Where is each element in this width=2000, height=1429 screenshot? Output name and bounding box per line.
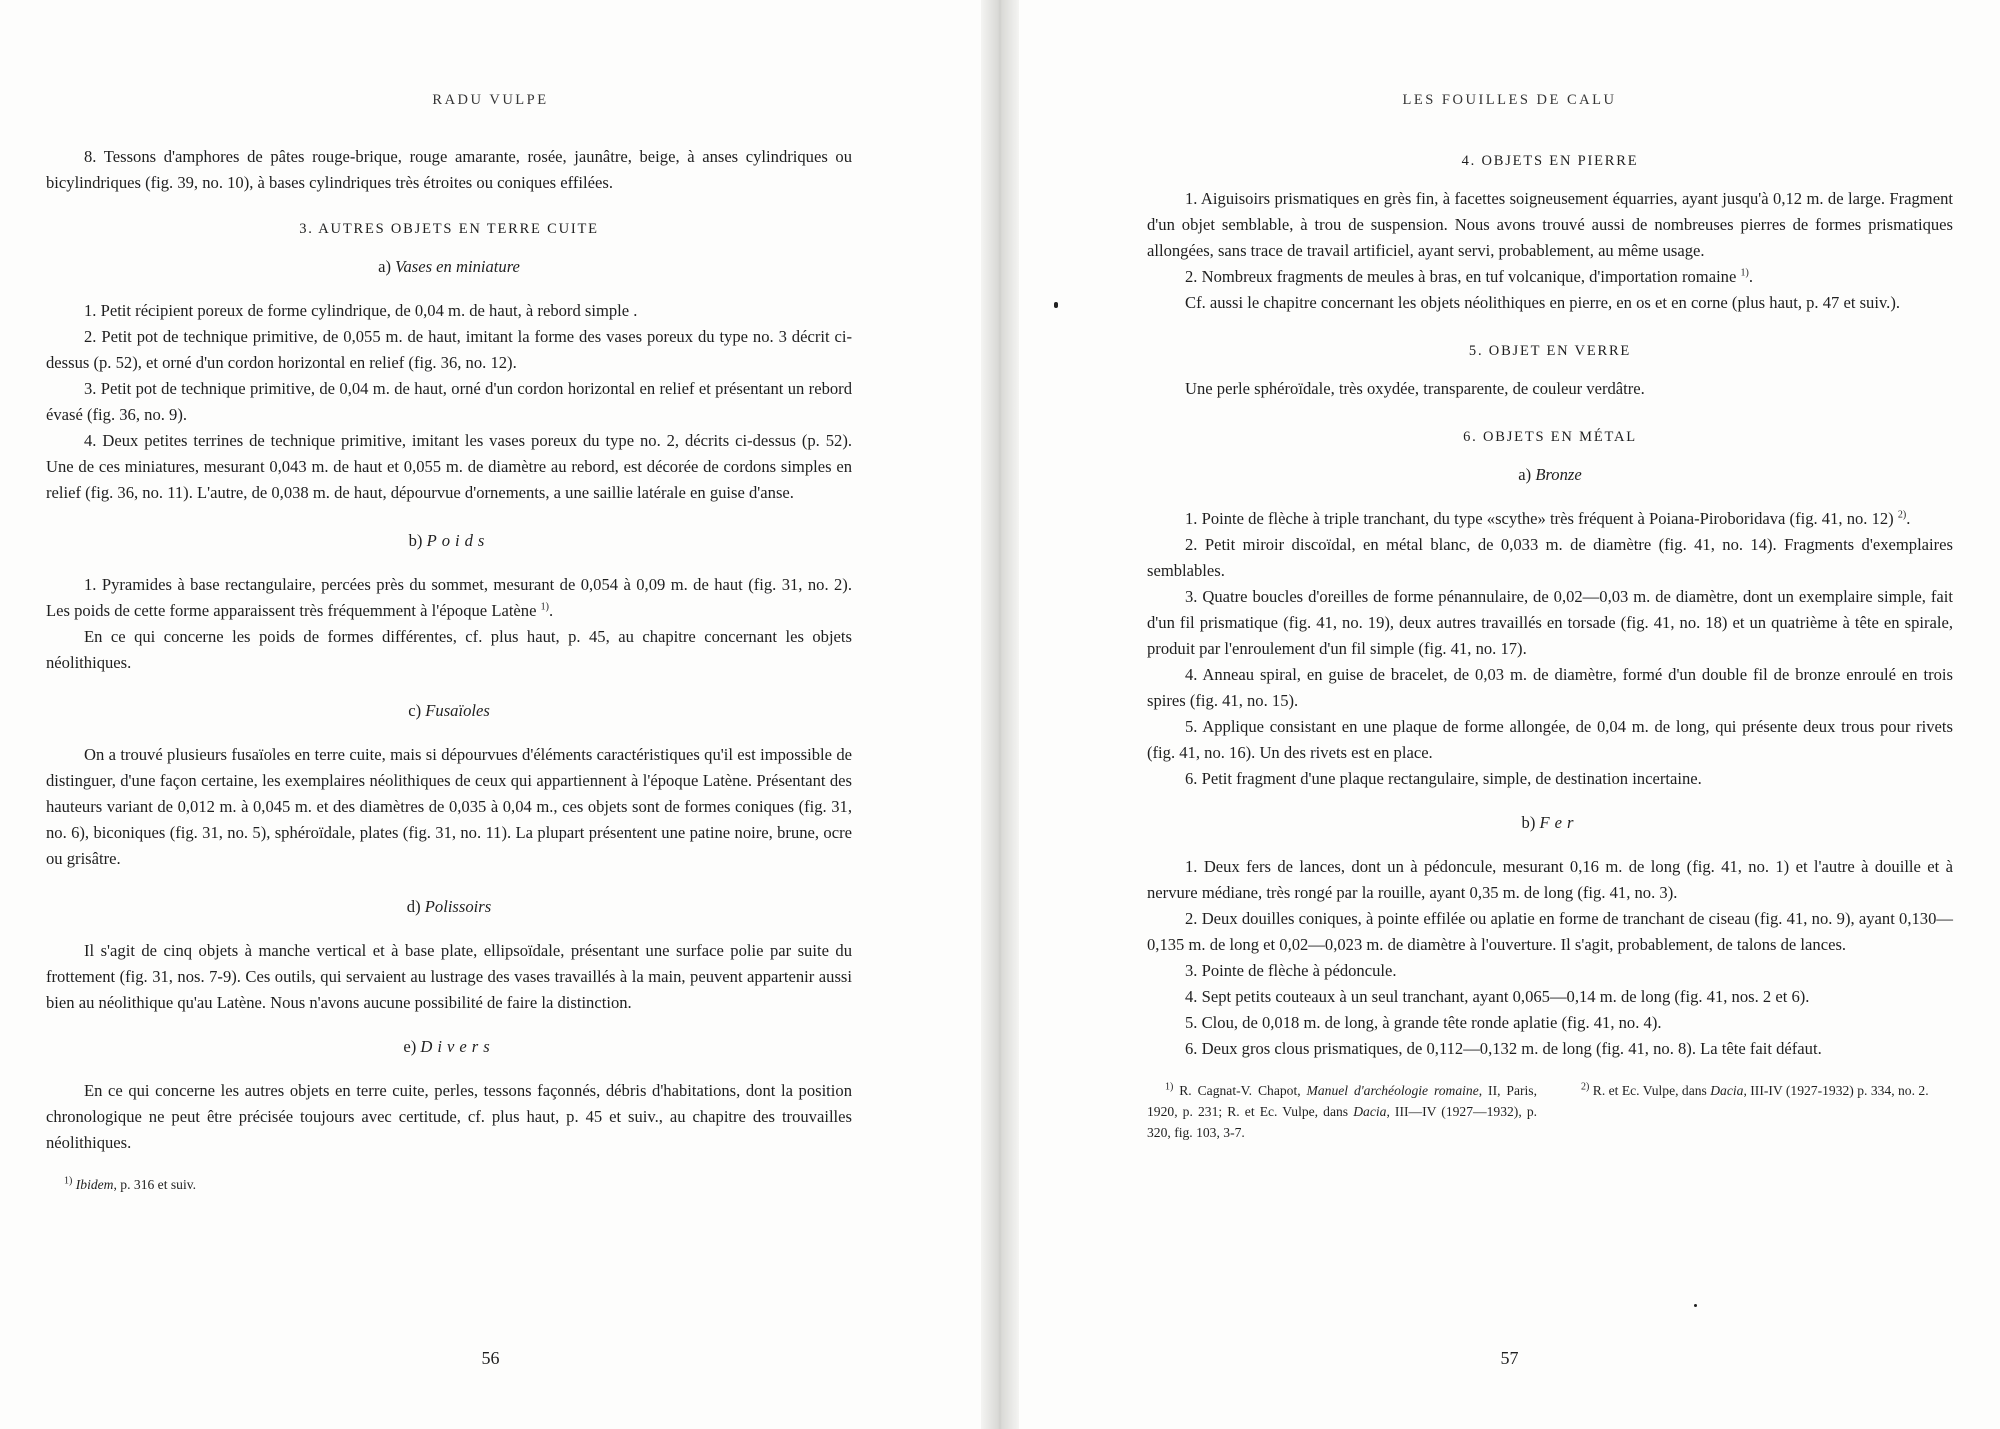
footnote-mark: 2) (1581, 1081, 1590, 1093)
subsection-name: Poids (426, 531, 490, 550)
footnote-part: , III-IV (1927-1932) p. 334, no. 2. (1743, 1083, 1929, 1098)
paragraph-poids-1 (46, 572, 852, 624)
subsection-title-divers (46, 1034, 852, 1060)
paragraph-fer-4: 4. Sept petits couteaux à un seul tranchant, ayant 0,065—0,14 m. de long (fig. 41, nos. 2 et 6). (1185, 987, 1810, 1006)
left-page (0, 0, 981, 1429)
running-head-left: RADU VULPE (432, 92, 549, 108)
subsection-title-polissoirs (46, 894, 852, 920)
footnotes-left (46, 1174, 852, 1195)
section-title-verre: 5. OBJET EN VERRE (1468, 343, 1632, 359)
subsection-title-fer (1147, 810, 1953, 836)
footnote-mark: 1) (64, 1175, 73, 1187)
subsection-label: a) (378, 257, 391, 276)
page-number-left: 56 (481, 1348, 500, 1368)
footnote-part: , III—IV (1927—1932), p. 320, fig. 103, 3-7. (1147, 1104, 1538, 1140)
subsection-title-bronze (1147, 462, 1953, 488)
paragraph-vase-2: 2. Petit pot de technique primitive, de 0,055 m. de haut, imitant la forme des vases poreux du type no. 3 décrit ci-dessus (p. 52), et orné d'un cordon horizontal en relief (fig. 36, no. 12). (46, 327, 852, 372)
footnote-reference: 1) (540, 601, 549, 613)
page-number-right: 57 (1500, 1348, 1519, 1368)
left-page-body (46, 144, 852, 1195)
footnote-mark: 1) (1165, 1081, 1174, 1093)
paragraph-text: 1. Pointe de flèche à triple tranchant, du type «scythe» très fréquent à Poiana-Piroboridava (fig. 41, no. 12) (1185, 509, 1894, 528)
paragraph-verre: Une perle sphéroïdale, très oxydée, transparente, de couleur verdâtre. (1185, 379, 1645, 398)
subsection-label: a) (1518, 465, 1532, 484)
footnote-2 (1563, 1080, 1953, 1143)
paragraph-fer-6: 6. Deux gros clous prismatiques, de 0,112—0,132 m. de long (fig. 41, no. 8). La tête fait défaut. (1185, 1039, 1822, 1058)
footnote-text (1563, 1080, 1953, 1101)
subsection-name: Polissoirs (424, 897, 492, 916)
subsection-title-fusaioles (46, 698, 852, 724)
footnote-journal: Dacia (1353, 1104, 1387, 1119)
paragraph-vase-1: 1. Petit récipient poreux de forme cylindrique, de 0,04 m. de haut, à rebord simple . (84, 301, 638, 320)
paragraph-bronze-5: 5. Applique consistant en une plaque de forme allongée, de 0,04 m. de long, qui présente deux trous pour rivets (fig. 41, no. 16). Un des rivets est en place. (1147, 717, 1953, 762)
subsection-name: Divers (420, 1037, 495, 1056)
subsection-label: c) (408, 701, 422, 720)
right-page (1019, 0, 2000, 1429)
right-page-body (1147, 148, 1953, 1143)
paragraph-bronze-3: 3. Quatre boucles d'oreilles de forme pénannulaire, de 0,02—0,03 m. de diamètre, dont un exemplaire simple, fait d'un fil prismatique (fig. 41, no. 19), deux autres travaillés en torsade (fig. 41, no. 18) et un quatrième à tête en spirale, produit par l'enroulement d'un fil simple (fig. 41, no. 17). (1147, 587, 1953, 658)
footnote-ref: Ibidem (75, 1177, 114, 1192)
ink-speck (1694, 1304, 1697, 1307)
subsection-label: b) (408, 531, 423, 550)
ink-speck (1054, 302, 1058, 308)
paragraph-fusaioles: On a trouvé plusieurs fusaïoles en terre cuite, mais si dépourvues d'éléments caractéristiques qu'il est impossible de distinguer, d'une façon certaine, les exemplaires néolithiques de ceux qui appartiennent à l'époque Latène. Présentant des hauteurs variant de 0,012 m. à 0,045 m. et des diamètres de 0,035 à 0,04 m., ces objets sont de formes coniques (fig. 31, no. 6), biconiques (fig. 31, no. 5), sphéroïdale, plates (fig. 31, no. 11). La plupart présentent une patine noire, brune, ocre ou grisâtre. (46, 745, 852, 868)
footnote-part: R. et Ec. Vulpe, dans (1592, 1083, 1711, 1098)
paragraph-poids-2: En ce qui concerne les poids de formes différentes, cf. plus haut, p. 45, au chapitre concernant les objets néolithiques. (46, 627, 852, 672)
subsection-name: Bronze (1535, 465, 1582, 484)
paragraph-fer-3: 3. Pointe de flèche à pédoncule. (1185, 961, 1397, 980)
subsection-title-poids (46, 528, 852, 554)
paragraph-vase-3: 3. Petit pot de technique primitive, de 0,04 m. de haut, orné d'un cordon horizontal en relief et présentant un rebord évasé (fig. 36, no. 9). (46, 379, 852, 424)
subsection-title-vases (46, 254, 852, 280)
footnote-1 (1147, 1080, 1537, 1143)
paragraph-fer-5: 5. Clou, de 0,018 m. de long, à grande tête ronde aplatie (fig. 41, no. 4). (1185, 1013, 1662, 1032)
book-gutter (981, 0, 1019, 1429)
footnote-text (1147, 1080, 1537, 1143)
footnote-book-title: Manuel d'archéologie romaine (1306, 1083, 1479, 1098)
footnote-part: R. Cagnat-V. Chapot, (1179, 1083, 1307, 1098)
subsection-name: Fusaïoles (425, 701, 490, 720)
paragraph-end: . (1906, 509, 1911, 528)
footnote-text: , p. 316 et suiv. (113, 1177, 197, 1192)
paragraph-end: . (548, 601, 554, 620)
footnote-reference: 1) (1740, 267, 1749, 279)
paragraph-polissoirs: Il s'agit de cinq objets à manche vertical et à base plate, ellipsoïdale, présentant une surface polie par suite du frottement (fig. 31, nos. 7-9). Ces outils, qui servaient au lustrage des vases travaillés à la main, peuvent appartenir aussi bien au néolithique qu'au Latène. Nous n'avons aucune possibilité de faire la distinction. (46, 941, 852, 1012)
paragraph-pierre-1: 1. Aiguisoirs prismatiques en grès fin, à facettes soigneusement équarries, ayant jusqu'à 0,12 m. de large. Fragment d'un objet semblable, à trou de suspension. Nous avons trouvé aussi de nombreuses pierres de formes prismatiques allongées, sans trace de travail artificiel, ayant servi, probablement, au même usage. (1147, 189, 1953, 260)
paragraph-text: 1. Pyramides à base rectangulaire, percées près du sommet, mesurant de 0,054 à 0,09 m. de haut (fig. 31, no. 2). Les poids de cette forme apparaissent très fréquemment à l'époque Latène (46, 575, 852, 620)
paragraph-bronze-4: 4. Anneau spiral, en guise de bracelet, de 0,03 m. de diamètre, formé d'un double fil de bronze enroulé en trois spires (fig. 41, no. 15). (1147, 665, 1953, 710)
footnote-part: , II, Paris, 1920, p. 231; R. et Ec. Vulpe, dans (1147, 1083, 1537, 1119)
paragraph-fer-2: 2. Deux douilles coniques, à pointe effilée ou aplatie en forme de tranchant de ciseau (fig. 41, no. 9), ayant 0,130—0,135 m. de long et 0,02—0,023 m. de diamètre à l'ouverture. Il s'agit, probablement, de talons de lances. (1147, 909, 1953, 954)
paragraph-bronze-2: 2. Petit miroir discoïdal, en métal blanc, de 0,033 m. de diamètre (fig. 41, no. 14). Fragments d'exemplaires semblables. (1147, 535, 1953, 580)
subsection-label: d) (406, 897, 421, 916)
paragraph-vase-4: 4. Deux petites terrines de technique primitive, imitant les vases poreux du type no. 2, décrits ci-dessus (p. 52). Une de ces miniatures, mesurant 0,043 m. de haut et 0,055 m. de diamètre au rebord, est décorée de cordons simples en relief (fig. 36, no. 11). L'autre, de 0,038 m. de haut, dépourvue d'ornements, a une saillie latérale en guise d'anse. (46, 431, 852, 502)
paragraph-bronze-1 (1147, 506, 1953, 532)
paragraph-divers: En ce qui concerne les autres objets en terre cuite, perles, tessons façonnés, débris d'habitations, dont la position chronologique ne peut être précisée toujours avec certitude, cf. plus haut, p. 45 et suiv., au chapitre des trouvailles néolithiques. (46, 1081, 852, 1152)
paragraph-pierre-3: Cf. aussi le chapitre concernant les objets néolithiques en pierre, en os et en corne (plus haut, p. 47 et suiv.). (1185, 293, 1901, 312)
subsection-name: Vases en miniature (395, 257, 520, 276)
running-head-right: LES FOUILLES DE CALU (1402, 92, 1617, 108)
paragraph-fer-1: 1. Deux fers de lances, dont un à pédoncule, mesurant 0,16 m. de long (fig. 41, no. 1) et l'autre à douille et à nervure médiane, très rongé par la rouille, ayant 0,35 m. de long (fig. 41, no. 3). (1147, 857, 1953, 902)
section-title-pierre: 4. OBJETS EN PIERRE (1461, 153, 1639, 169)
paragraph-pierre-2 (1147, 264, 1953, 290)
section-title-metal: 6. OBJETS EN MÉTAL (1463, 429, 1637, 445)
footnote-journal: Dacia (1710, 1083, 1744, 1098)
footnote-1 (46, 1174, 852, 1195)
footnotes-right (1147, 1080, 1953, 1143)
subsection-name: Fer (1539, 813, 1579, 832)
paragraph-text: 2. Nombreux fragments de meules à bras, en tuf volcanique, d'importation romaine (1185, 267, 1737, 286)
paragraph-bronze-6: 6. Petit fragment d'une plaque rectangulaire, simple, de destination incertaine. (1185, 769, 1702, 788)
footnote-reference: 2) (1897, 509, 1907, 521)
subsection-label: b) (1521, 813, 1536, 832)
section-title-terre-cuite: 3. AUTRES OBJETS EN TERRE CUITE (299, 221, 599, 237)
subsection-label: e) (403, 1037, 417, 1056)
paragraph-end: . (1748, 267, 1754, 286)
paragraph-amphores: 8. Tessons d'amphores de pâtes rouge-brique, rouge amarante, rosée, jaunâtre, beige, à anses cylindriques ou bicylindriques (fig. 39, no. 10), à bases cylindriques très étroites ou coniques effilées. (46, 147, 852, 192)
